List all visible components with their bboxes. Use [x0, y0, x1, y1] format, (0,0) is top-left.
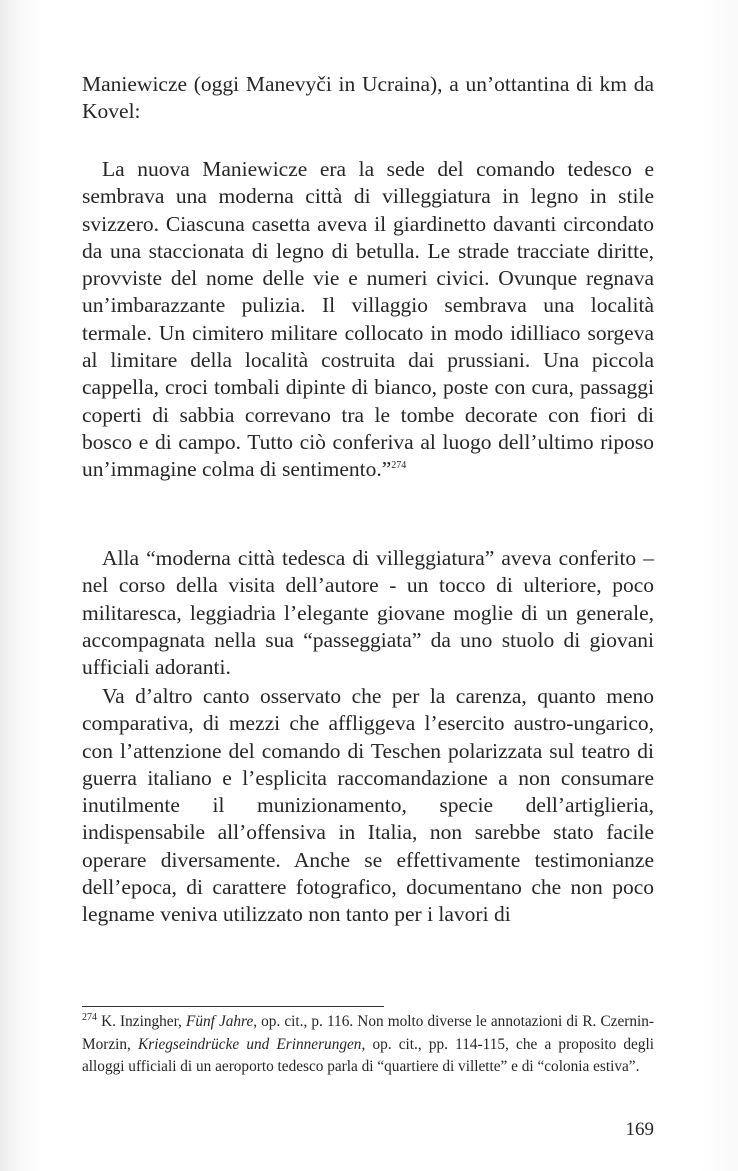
body-paragraph: Va d’altro canto osservato che per la carenza, quanto meno comparativa, di mezzi che affliggeva l’esercito austro-ungarico, con l’attenzione del comando di Teschen polarizzata sul teatro di guerra italiano e l’esplicita raccomandazione a non consumare inutilmente il munizionamento, specie dell’artiglieria, indispensabile all’offensiva in Italia, non sarebbe stato facile operare diversamente. Anche se effettivamente testimonianze dell’epoca, di carattere fotografico, documentano che non poco legname veniva utilizzato non tanto per i lavori di	[82, 684, 654, 927]
block-quote	[82, 156, 654, 484]
body-paragraph: Alla “moderna città tedesca di villeggiatura” aveva conferito – nel corso della visita dell’autore - un tocco di ulteriore, poco militaresca, leggiadria l’elegante giovane moglie di un generale, accompagnata nella sua “passeggiata” da uno stuolo di giovani ufficiali adoranti.	[82, 546, 654, 680]
intro-paragraph: Maniewicze (oggi Manevyči in Ucraina), a un’ottantina di km da Kovel:	[82, 72, 654, 124]
footnote-reference: 274	[391, 460, 407, 472]
footnote-number: 274	[82, 1011, 97, 1023]
footnote-text: , op. cit., p. 116. Non molto diverse le annotazioni di R. Czernin-Morzin,	[82, 1013, 654, 1053]
page-number: 169	[625, 1119, 654, 1140]
footnote-author: K. Inzingher,	[97, 1013, 186, 1030]
footnote-title: Kriegseindrücke und Erinnerungen	[138, 1035, 362, 1053]
footnote-divider	[82, 1006, 384, 1007]
footnote	[82, 1011, 654, 1079]
footnote-text: , op. cit., pp. 114-115, che a proposito degli alloggi ufficiali di un aeroporto tedesco parla di “quartiere di villette” e di “colonia estiva”.	[82, 1035, 654, 1075]
quote-text: La nuova Maniewicze era la sede del comando tedesco e sembrava una moderna città di villeggiatura in legno in stile svizzero. Ciascuna casetta aveva il giardinetto davanti circondato da una staccionata di legno di betulla. Le strade tracciate diritte, provviste del nome delle vie e numeri civici. Ovunque regnava un’imbarazzante pulizia. Il villaggio sembrava una località termale. Un cimitero militare collocato in modo idilliaco sorgeva al limitare della località costruita dai prussiani. Una piccola cappella, croci tombali dipinte di bianco, poste con cura, passaggi coperti di sabbia correvano tra le tombe decorate con fiori di bosco e di campo. Tutto ciò conferiva al luogo dell’ultimo riposo un’immagine colma di sentimento.”	[82, 157, 654, 482]
footnote-title: Fünf Jahre	[185, 1013, 254, 1030]
